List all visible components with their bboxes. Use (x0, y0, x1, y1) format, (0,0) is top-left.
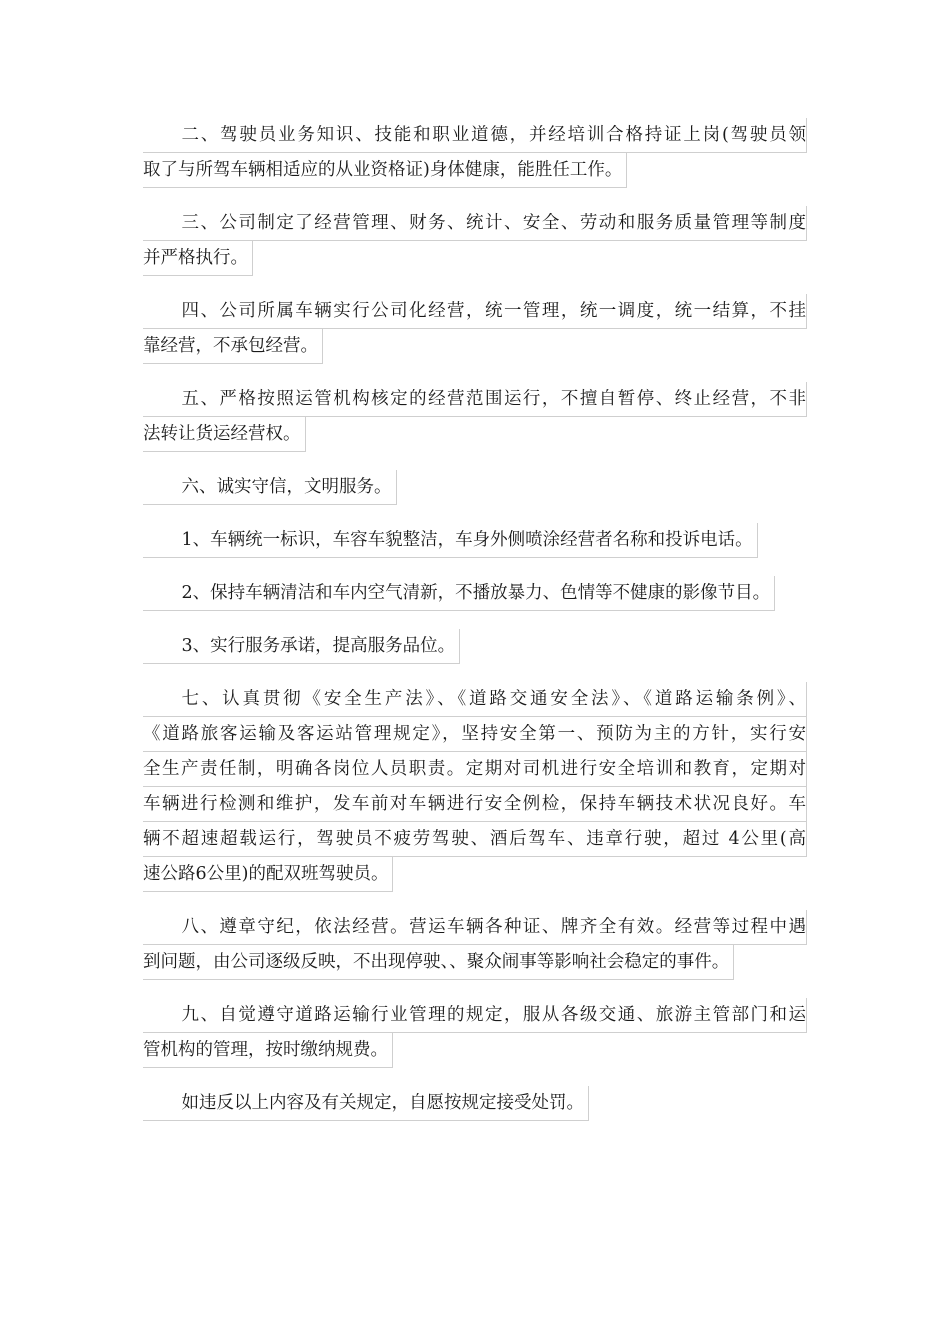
text-line: 四、公司所属车辆实行公司化经营，统一管理，统一调度，统一结算，不挂 (143, 294, 807, 329)
paragraph-9 (143, 998, 807, 1068)
paragraph-4 (143, 294, 807, 364)
text-line: 九、自觉遵守道路运输行业管理的规定，服从各级交通、旅游主管部门和运 (143, 998, 807, 1033)
text-line: 法转让货运经营权。 (143, 417, 306, 452)
paragraph-6-item-2 (143, 576, 807, 611)
paragraph-6-item-1 (143, 523, 807, 558)
text-line: 3、实行服务承诺，提高服务品位。 (143, 629, 460, 664)
text-line: 并严格执行。 (143, 241, 253, 276)
text-line: 全生产责任制，明确各岗位人员职责。定期对司机进行安全培训和教育，定期对 (143, 752, 807, 787)
paragraph-6 (143, 470, 807, 505)
text-line: 到问题，由公司逐级反映，不出现停驶、、聚众闹事等影响社会稳定的事件。 (143, 945, 734, 980)
text-line: 速公路6公里)的配双班驾驶员。 (143, 857, 393, 892)
text-line: 七、认真贯彻《安全生产法》、《道路交通安全法》、《道路运输条例》、 (143, 682, 807, 717)
paragraph-7 (143, 682, 807, 892)
text-line: 二、驾驶员业务知识、技能和职业道德，并经培训合格持证上岗(驾驶员领 (143, 118, 807, 153)
paragraph-8 (143, 910, 807, 980)
text-line: 六、诚实守信，文明服务。 (143, 470, 397, 505)
paragraph-3 (143, 206, 807, 276)
text-line: 车辆进行检测和维护，发车前对车辆进行安全例检，保持车辆技术状况良好。车 (143, 787, 807, 822)
text-line: 如违反以上内容及有关规定，自愿按规定接受处罚。 (143, 1086, 589, 1121)
text-line: 《道路旅客运输及客运站管理规定》，坚持安全第一、预防为主的方针，实行安 (143, 717, 807, 752)
text-line: 三、公司制定了经营管理、财务、统计、安全、劳动和服务质量管理等制度 (143, 206, 807, 241)
text-line: 靠经营，不承包经营。 (143, 329, 323, 364)
text-line: 辆不超速超载运行，驾驶员不疲劳驾驶、酒后驾车、违章行驶，超过 4公里(高 (143, 822, 807, 857)
document-body (143, 118, 807, 1139)
text-line: 1、车辆统一标识，车容车貌整洁，车身外侧喷涂经营者名称和投诉电话。 (143, 523, 758, 558)
text-line: 管机构的管理，按时缴纳规费。 (143, 1033, 393, 1068)
text-line: 五、严格按照运管机构核定的经营范围运行，不擅自暂停、终止经营，不非 (143, 382, 807, 417)
closing-statement (143, 1086, 807, 1121)
paragraph-5 (143, 382, 807, 452)
text-line: 八、遵章守纪，依法经营。营运车辆各种证、牌齐全有效。经营等过程中遇 (143, 910, 807, 945)
text-line: 取了与所驾车辆相适应的从业资格证)身体健康，能胜任工作。 (143, 153, 627, 188)
paragraph-6-item-3 (143, 629, 807, 664)
text-line: 2、保持车辆清洁和车内空气清新，不播放暴力、色情等不健康的影像节目。 (143, 576, 775, 611)
paragraph-2 (143, 118, 807, 188)
